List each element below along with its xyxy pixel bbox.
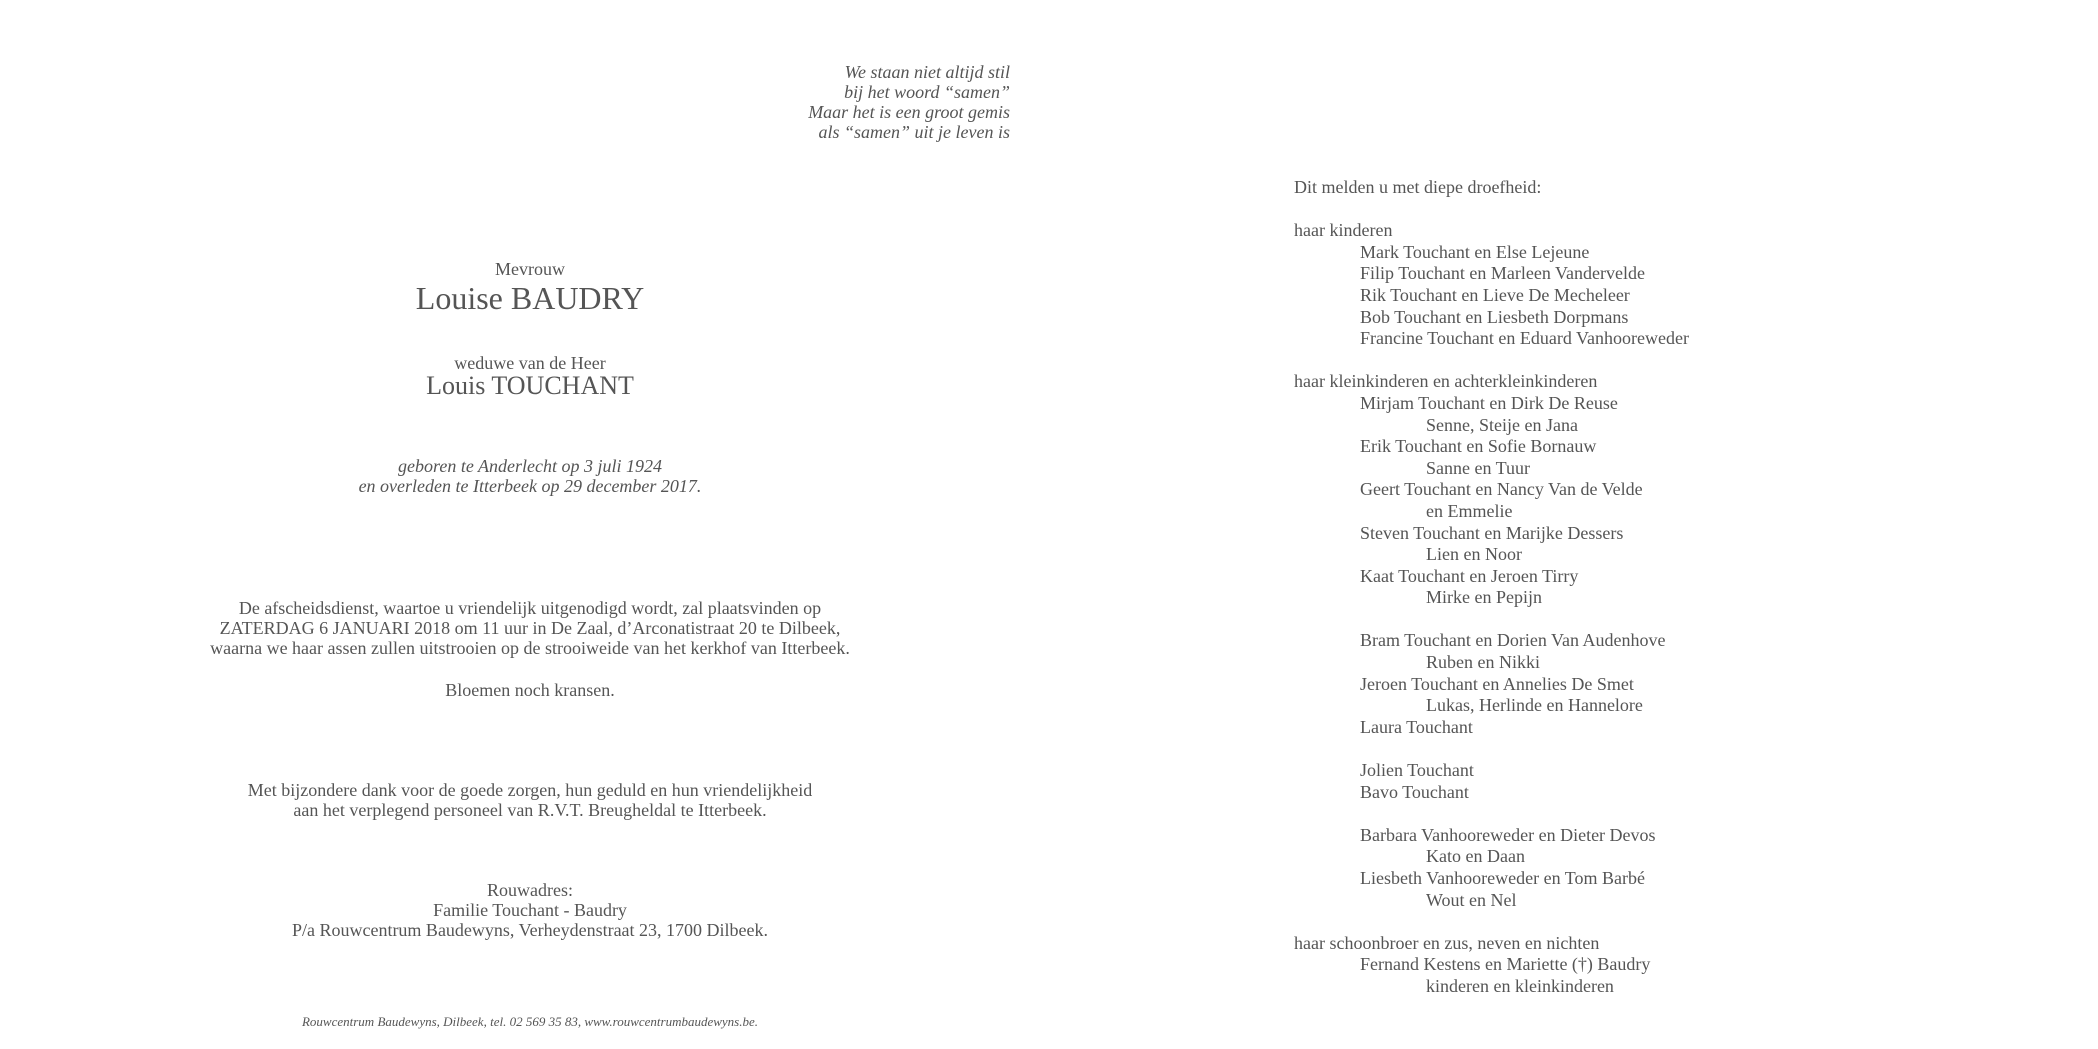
great-grandchildren-entry: en Emmelie [1426,500,1513,521]
spouse-name: Louis TOUCHANT [426,371,634,400]
address-line: Familie Touchant - Baudry [433,900,627,920]
thanks-line: Met bijzondere dank voor de goede zorgen, hun geduld en hun vriendelijkheid [247,780,813,800]
grandchild-entry: Bram Touchant en Dorien Van Audenhove [1360,630,1666,651]
poem-line: bij het woord “samen” [844,82,1010,102]
great-grandchildren-entry: Senne, Steije en Jana [1426,414,1578,435]
deceased-name: Louise BAUDRY [415,280,645,316]
child-entry: Rik Touchant en Lieve De Mecheleer [1360,284,1630,305]
grandchild-entry: Erik Touchant en Sofie Bornauw [1360,436,1597,457]
great-grandchildren-entry: Mirke en Pepijn [1426,587,1542,608]
inlaw-entry: Fernand Kestens en Mariette (†) Baudry [1360,954,1651,975]
thanks-note [150,780,910,820]
grandchild-entry: Jolien Touchant [1360,760,1474,781]
poem-line: We staan niet altijd stil [844,62,1010,82]
children-label: haar kinderen [1294,220,1393,241]
inlaw-descendants-entry: kinderen en kleinkinderen [1426,975,1614,996]
mourning-address [150,880,910,940]
grandchild-entry: Barbara Vanhooreweder en Dieter Devos [1360,824,1656,845]
grandchildren-label: haar kleinkinderen en achterkleinkinderen [1294,371,1598,392]
address-line: Rouwadres: [487,880,573,900]
grandchild-entry: Laura Touchant [1360,716,1473,737]
grandchild-entry: Liesbeth Vanhooreweder en Tom Barbé [1360,868,1645,888]
great-grandchildren-entry: Lien en Noor [1426,544,1522,565]
child-entry: Francine Touchant en Eduard Vanhooreweder [1360,328,1689,349]
great-grandchildren-entry: Wout en Nel [1426,889,1517,910]
inlaws-label: haar schoonbroer en zus, neven en nichten [1294,932,1600,953]
widow-of-label: weduwe van de Heer [454,353,606,373]
died-text: en overleden te Itterbeek op 29 december 2017. [358,476,702,496]
grandchild-entry: Bavo Touchant [1360,781,1469,802]
great-grandchildren-entry: Kato en Daan [1426,846,1525,867]
grandchild-entry: Geert Touchant en Nancy Van de Velde [1360,479,1643,500]
birth-death-dates [150,456,910,496]
funeral-home-footer: Rouwcentrum Baudewyns, Dilbeek, tel. 02 569 35 83, www.rouwcentrumbaudewyns.be. [301,1014,759,1029]
address-line: P/a Rouwcentrum Baudewyns, Verheydenstraat 23, 1700 Dilbeek. [291,920,769,940]
child-entry: Filip Touchant en Marleen Vandervelde [1360,263,1645,284]
child-entry: Mark Touchant en Else Lejeune [1360,241,1590,262]
grandchild-entry: Jeroen Touchant en Annelies De Smet [1360,673,1634,694]
honorific: Mevrouw [495,259,565,279]
flowers-note: Bloemen noch kransen. [445,680,615,700]
service-line: ZATERDAG 6 JANUARI 2018 om 11 uur in De Zaal, d’Arconatistraat 20 te Dilbeek, [219,618,841,638]
family-intro: Dit melden u met diepe droefheid: [1294,177,1542,197]
service-line: waarna we haar assen zullen uitstrooien op de strooiweide van het kerkhof van Itterbeek. [210,638,850,658]
born-text: geboren te Anderlecht op 3 juli 1924 [398,456,662,476]
child-entry: Bob Touchant en Liesbeth Dorpmans [1360,306,1629,327]
grandchild-entry: Mirjam Touchant en Dirk De Reuse [1360,392,1618,413]
service-info [150,598,910,658]
great-grandchildren-entry: Ruben en Nikki [1426,652,1540,673]
poem-line: Maar het is een groot gemis [808,102,1010,122]
great-grandchildren-entry: Lukas, Herlinde en Hannelore [1426,695,1643,716]
great-grandchildren-entry: Sanne en Tuur [1426,457,1531,478]
family-list [1294,177,1914,998]
thanks-line: aan het verplegend personeel van R.V.T. Breugheldal te Itterbeek. [293,800,767,820]
grandchild-entry: Kaat Touchant en Jeroen Tirry [1360,565,1579,586]
poem-line: als “samen” uit je leven is [818,122,1010,142]
grandchild-entry: Steven Touchant en Marijke Dessers [1360,522,1624,543]
poem [700,62,1010,142]
service-line: De afscheidsdienst, waartoe u vriendelijk uitgenodigd wordt, zal plaatsvinden op [238,598,822,618]
